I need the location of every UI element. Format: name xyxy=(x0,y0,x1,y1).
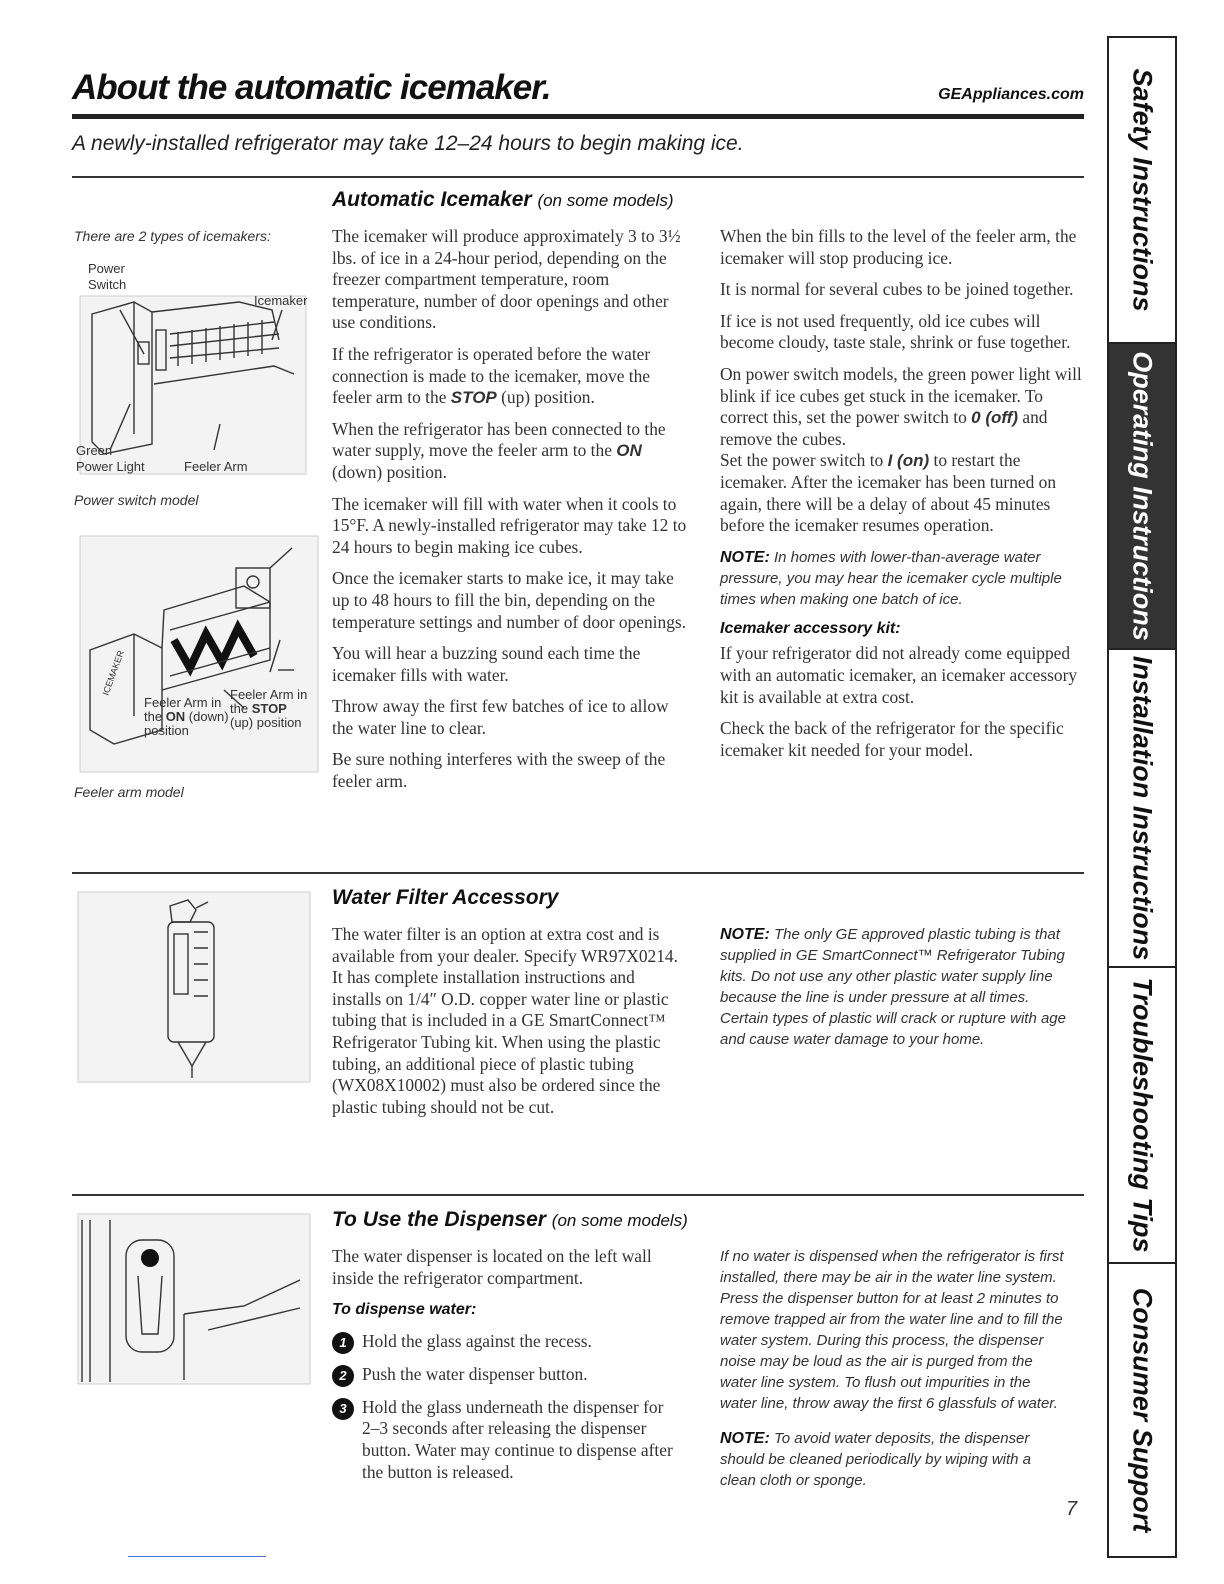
label-stop-position xyxy=(230,688,307,730)
svg-text:ICEMAKER: ICEMAKER xyxy=(100,649,126,697)
page-subtitle: A newly-installed refrigerator may take 12–24 hours to begin making ice. xyxy=(72,132,744,155)
step-number-icon: 3 xyxy=(332,1398,354,1420)
label-switch: Switch xyxy=(88,277,127,292)
icemaker-p3-on: ON xyxy=(616,441,642,461)
icemaker-heading-text: Automatic Icemaker xyxy=(332,188,532,211)
feeler-arm-illustration xyxy=(74,530,324,776)
icemaker-r-p4-d: Set the power switch to xyxy=(720,450,888,471)
kit-heading: Icemaker accessory kit: xyxy=(720,619,901,637)
tab-label: Safety Instructions xyxy=(1127,68,1158,312)
label-stop-word: STOP xyxy=(251,701,287,716)
tab-installation-instructions[interactable] xyxy=(1109,650,1175,968)
water-filter-figure xyxy=(74,888,314,1086)
filter-note-text: The only GE approved plastic tubing is that supplied in GE SmartConnect™ Refrigerator Tubing kits. Do not use any other plastic water supply line because the line is under pressure at all times. Certain types of plastic will crack or rupture with age and cause water damage to your home. xyxy=(720,926,1066,1048)
icemaker-r-p2: It is normal for several cubes to be joined together. xyxy=(720,279,1074,300)
icemaker-p2-stop: STOP xyxy=(450,388,497,408)
dispenser-right-column xyxy=(720,1246,1064,1503)
icemaker-r-p1: When the bin fills to the level of the feeler arm, the icemaker will stop producing ice. xyxy=(720,226,1077,268)
icemaker-r-p4 xyxy=(720,364,1082,537)
label-green: Green xyxy=(76,443,113,458)
icemaker-heading xyxy=(332,188,674,212)
dispenser-intro: The water dispenser is located on the left wall inside the refrigerator compartment. xyxy=(332,1246,652,1288)
feeler-arm-figure xyxy=(74,530,324,776)
icemaker-p4: The icemaker will fill with water when it cools to 15°F. A newly-installed refrigerator may take 12 to 24 hours to begin making ice cubes. xyxy=(332,493,687,557)
icemaker-r-p4-off: 0 (off) xyxy=(971,408,1019,428)
label-stop-line3: (up) position xyxy=(230,715,302,730)
icemaker-types-caption: There are 2 types of icemakers: xyxy=(74,228,271,244)
power-switch-caption: Power switch model xyxy=(74,492,199,508)
section-divider xyxy=(72,872,1084,874)
kit-p1: If your refrigerator did not already come equipped with an automatic icemaker, an icemaker accessory kit is available at extra cost. xyxy=(720,643,1078,707)
icemaker-p2-a: If the refrigerator is operated before the water connection is made to the icemaker, move the feeler arm to the xyxy=(332,343,651,408)
label-power: Power xyxy=(88,261,125,276)
step-text: Hold the glass underneath the dispenser for 2–3 seconds after releasing the dispenser button. Water may continue to dispense after the button is released. xyxy=(362,1396,673,1482)
footer-link-line xyxy=(128,1556,266,1557)
site-link[interactable]: GEAppliances.com xyxy=(938,86,1084,103)
icemaker-note-label: NOTE: xyxy=(720,548,770,566)
label-stop-prefix: the xyxy=(230,701,252,716)
filter-heading: Water Filter Accessory xyxy=(332,886,559,909)
water-filter-illustration xyxy=(74,888,314,1086)
label-power-light: Power Light xyxy=(76,459,145,474)
dispenser-figure xyxy=(74,1210,314,1388)
dispenser-note xyxy=(720,1428,1064,1491)
kit-p2: Check the back of the refrigerator for the specific icemaker kit needed for your model. xyxy=(720,718,1064,760)
icemaker-p7: Throw away the first few batches of ice to allow the water line to clear. xyxy=(332,696,669,738)
icemaker-p2-c: (up) position. xyxy=(496,387,595,408)
power-switch-figure xyxy=(74,254,314,486)
label-on-word: ON xyxy=(165,709,186,724)
icemaker-r-p3: If ice is not used frequently, old ice cubes will become cloudy, taste stale, shrink or fuse together. xyxy=(720,310,1071,353)
filter-body: The water filter is an option at extra cost and is available from your dealer. Specify WR97X0214. It has complete installation instructions and installs on 1/4″ O.D. copper water line or plastic tubing that is included in a GE SmartConnect™ Refrigerator Tubing kit. When using the plastic tubing, an additional piece of plastic tubing (WX08X10002) must also be ordered since the plastic tubing should not be cut. xyxy=(332,924,678,1117)
label-on-position xyxy=(144,696,229,738)
icemaker-right-column xyxy=(720,226,1082,771)
icemaker-p3 xyxy=(332,419,690,484)
icemaker-heading-sub: (on some models) xyxy=(537,191,674,210)
icemaker-p8: Be sure nothing interferes with the sweep of the feeler arm. xyxy=(332,749,666,792)
dispenser-heading xyxy=(332,1208,688,1232)
dispenser-heading-text: To Use the Dispenser xyxy=(332,1208,546,1231)
tab-label: Installation Instructions xyxy=(1127,655,1158,961)
icemaker-r-p4-f: to restart the icemaker. After the icemaker has been turned on again, there will be a delay of about 45 minutes before the icemaker resumes operation. xyxy=(720,450,1057,536)
label-on-prefix: the xyxy=(144,709,166,724)
dispenser-air-note: If no water is dispensed when the refrigerator is first installed, there may be air in the water line system. Press the dispenser button for at least 2 minutes to remove trapped air from the water line and to fill the water system. During this process, the dispenser noise may be loud as the air is purged from the water line system. To flush out impurities in the water line, throw away the first 6 glassfuls of water. xyxy=(720,1248,1064,1412)
section-divider xyxy=(72,1194,1084,1196)
icemaker-p5: Once the icemaker starts to make ice, it may take up to 48 hours to fill the bin, depending on the temperature settings and number of door openings. xyxy=(332,568,687,632)
icemaker-p3-c: (down) position. xyxy=(332,461,447,482)
dispenser-note-label: NOTE: xyxy=(720,1430,770,1447)
dispense-subheading: To dispense water: xyxy=(332,1301,477,1319)
icemaker-p1: The icemaker will produce approximately 3 to 3½ lbs. of ice in a 24-hour period, depending on the freezer compartment temperature, room temperature, number of door openings and other use conditions. xyxy=(332,226,681,333)
label-on-line2 xyxy=(144,710,229,724)
icemaker-r-p4-a: On power switch models, the green power light will blink if ice cubes get stuck in the icemaker. To correct this, set the power switch to xyxy=(720,363,1082,428)
label-on-suffix: (down) xyxy=(185,709,229,724)
tab-operating-instructions[interactable] xyxy=(1109,344,1175,650)
dispenser-illustration xyxy=(74,1210,314,1388)
label-stop-line1: Feeler Arm in xyxy=(230,687,308,702)
tab-safety-instructions[interactable] xyxy=(1109,38,1175,344)
dispenser-note-text: To avoid water deposits, the dispenser should be cleaned periodically by wiping with a clean cloth or sponge. xyxy=(720,1430,1032,1489)
label-on-line1: Feeler Arm in xyxy=(144,695,222,710)
dispenser-middle-column xyxy=(332,1246,684,1493)
feeler-arm-caption: Feeler arm model xyxy=(74,784,184,800)
label-icemaker: Icemaker xyxy=(254,293,308,308)
dispense-step xyxy=(332,1364,684,1387)
icemaker-p2 xyxy=(332,344,690,409)
dispense-step xyxy=(332,1331,684,1354)
label-on-line3: position xyxy=(144,723,189,738)
step-number-icon: 1 xyxy=(332,1332,354,1354)
icemaker-r-p4-on: I (on) xyxy=(887,451,930,471)
section-divider xyxy=(72,176,1084,178)
tab-label: Operating Instructions xyxy=(1127,351,1158,641)
dispenser-heading-sub: (on some models) xyxy=(551,1211,688,1230)
filter-note xyxy=(720,924,1072,1050)
tab-consumer-support[interactable] xyxy=(1109,1264,1175,1556)
side-tab-bar xyxy=(1107,36,1177,1558)
icemaker-p6: You will hear a buzzing sound each time the icemaker fills with water. xyxy=(332,643,641,685)
label-feeler-arm: Feeler Arm xyxy=(184,459,248,474)
dispense-step xyxy=(332,1397,684,1483)
step-text: Push the water dispenser button. xyxy=(362,1363,588,1384)
filter-note-label: NOTE: xyxy=(720,926,770,943)
tab-label: Consumer Support xyxy=(1127,1287,1158,1533)
tab-troubleshooting-tips[interactable] xyxy=(1109,968,1175,1264)
step-text: Hold the glass against the recess. xyxy=(362,1330,592,1351)
tab-label: Troubleshooting Tips xyxy=(1127,977,1158,1253)
icemaker-note-text: In homes with lower-than-average water pressure, you may hear the icemaker cycle multiple times when making one batch of ice. xyxy=(720,548,1062,608)
title-rule xyxy=(72,114,1084,119)
icemaker-p3-a: When the refrigerator has been connected to the water supply, move the feeler arm to the xyxy=(332,418,666,461)
icemaker-r-p4-c: and remove the cubes. xyxy=(720,407,1048,449)
icemaker-note xyxy=(720,547,1082,610)
step-number-icon: 2 xyxy=(332,1365,354,1387)
page-number: 7 xyxy=(1066,1498,1078,1520)
icemaker-middle-column xyxy=(332,226,690,803)
filter-body-column xyxy=(332,924,688,1128)
label-stop-line2 xyxy=(230,702,307,716)
page-title: About the automatic icemaker. xyxy=(72,68,551,107)
